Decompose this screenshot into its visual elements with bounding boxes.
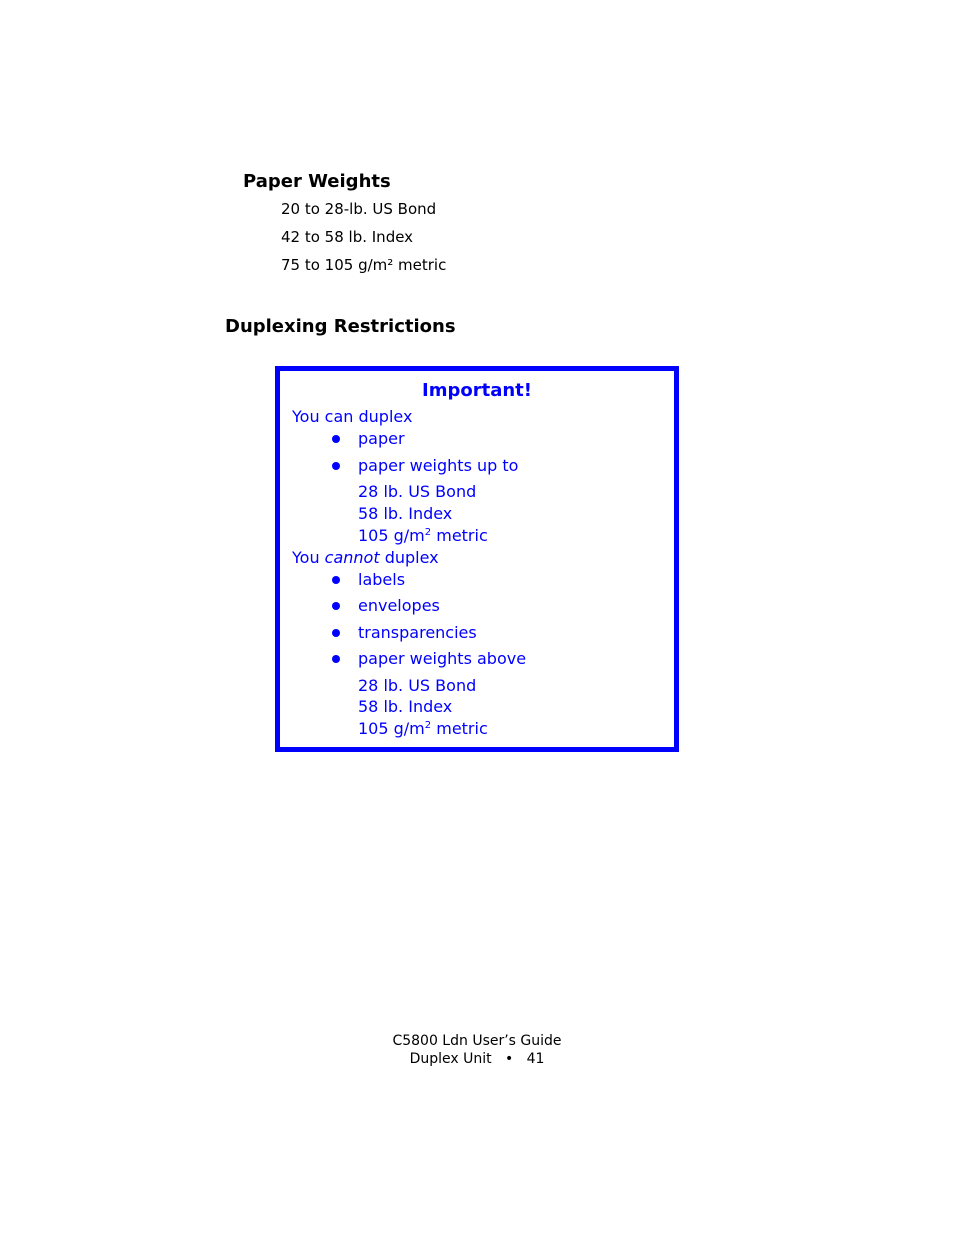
cannot-duplex-item: transparencies [358, 623, 477, 642]
can-duplex-limit: 58 lb. Index [358, 504, 453, 523]
paper-weight-item: 20 to 28-lb. US Bond [281, 200, 437, 218]
paper-weight-item: 75 to 105 g/m² metric [281, 256, 447, 274]
bullet-icon [332, 576, 340, 584]
footer-section: Duplex Unit [409, 1051, 492, 1067]
bullet-icon [332, 655, 340, 663]
important-title: Important! [422, 380, 532, 401]
footer-guide-title: C5800 Ldn User’s Guide [392, 1033, 562, 1049]
can-duplex-limit: 28 lb. US Bond [358, 482, 477, 501]
footer-section-line [0, 1051, 954, 1067]
cannot-duplex-limit-metric: 105 $g/m^2$ metric [358, 719, 488, 738]
cannot-duplex-intro: You cannot duplex [292, 548, 439, 567]
cannot-duplex-item: envelopes [358, 596, 440, 615]
cannot-duplex-limit: 28 lb. US Bond [358, 676, 477, 695]
bullet-icon [332, 602, 340, 610]
bullet-icon [332, 629, 340, 637]
cannot-duplex-item: labels [358, 570, 406, 589]
can-duplex-item: paper weights up to [358, 456, 519, 475]
paper-weight-item: 42 to 58 lb. Index [281, 228, 414, 246]
important-notice-box [275, 366, 679, 752]
footer-separator: • [504, 1051, 514, 1067]
duplexing-restrictions-heading: Duplexing Restrictions [225, 316, 456, 337]
can-duplex-item: paper [358, 429, 405, 448]
cannot-duplex-item: paper weights above [358, 649, 527, 668]
bullet-icon [332, 435, 340, 443]
bullet-icon [332, 462, 340, 470]
can-duplex-limit-metric: 105 $g/m^2$ metric [358, 526, 488, 545]
can-duplex-intro: You can duplex [292, 407, 413, 426]
paper-weights-heading: Paper Weights [243, 171, 391, 192]
page-number: 41 [526, 1051, 545, 1067]
cannot-duplex-limit: 58 lb. Index [358, 697, 453, 716]
